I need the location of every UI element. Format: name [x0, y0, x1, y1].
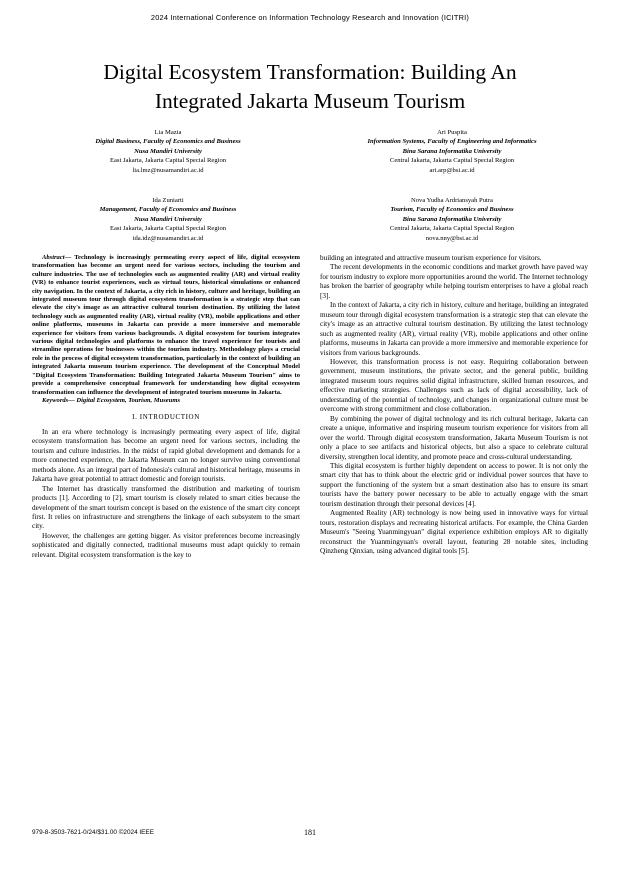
- abstract-lead: Abstract: [42, 254, 65, 261]
- author-block-1: [48, 128, 288, 175]
- author-name: Ida Zuniarti: [152, 197, 184, 204]
- author-location: Central Jakarta, Jakarta Capital Special Region: [389, 157, 515, 165]
- body-paragraph: However, the challenges are getting bigger. As visitor preferences become increasingly sophisticated and digitally connected, traditional museums must adapt quickly to remain relevant. Digital ecosystem transformation is the key to: [32, 531, 300, 559]
- author-location: East Jakarta, Jakarta Capital Special Region: [109, 157, 227, 165]
- author-name: Lia Mazia: [154, 129, 182, 136]
- abstract: [32, 254, 300, 397]
- author-block-4: [332, 196, 572, 243]
- author-block-3: [48, 196, 288, 243]
- body-paragraph: The recent developments in the economic conditions and market growth have paved way for tourism industry to explore more opportunities around the world. The Internet technology has broken the barrier of geography while helping tourism enterprises to have a global reach [3].: [320, 263, 588, 300]
- body-paragraph: By combining the power of digital technology and its rich cultural heritage, Jakarta can create a unique, informative and inspiring museum tourism experience for visitors from all over the world. Through digital ecosystem transformation, Jakarta Museum Tourism is not only a place to see artifacts and historical objects, but also a space to celebrate cultural diversity, strengthen local identity, and promote peace and cross-cultural understanding.: [320, 414, 588, 461]
- author-location: Central Jakarta, Jakarta Capital Special Region: [389, 225, 515, 233]
- conference-header: 2024 International Conference on Information Technology Research and Innovation (ICITRI): [150, 13, 470, 22]
- author-affiliation: Management, Faculty of Economics and Business: [99, 206, 237, 214]
- author-institution: Nusa Mandiri University: [134, 147, 202, 155]
- body-paragraph: However, this transformation process is not easy. Requiring collaboration between government, museum institutions, the private sector, and the general public, building integrated museum tours requires solid digital infrastructure, skilled human resources, and effective marketing strategies. Challenges such as lack of digital accessibility, lack of understanding of the potential of technology, and changes in organizational culture must be overcome with strong commitment and close collaboration.: [320, 357, 588, 414]
- body-paragraph: This digital ecosystem is further highly dependent on access to power. It is not only the smart city that has to think about the electric grid or individual power sources that have to support the functioning of the system but a smart destination also has to ensure its smart tourists have the battery power necessary to be able to actually engage with the smart tourism destination through their personal devices [4].: [320, 461, 588, 508]
- author-email: ari.arp@bsi.ac.id: [429, 166, 475, 174]
- body-paragraph: Augmented Reality (AR) technology is now being used in innovative ways for virtual tours, restoration displays and recreating historical artifacts. For example, the China Garden Museum's "Seeing Yuanmingyuan" digital experience exhibition employs AR to digitally reconstruct the Yuanmingyuan's overall layout, featuring 28 notable sites, including Qinzheng Qinxian, using advanced digital tools [5].: [320, 509, 588, 556]
- page-number: 181: [304, 828, 316, 837]
- author-affiliation: Digital Business, Faculty of Economics and Business: [95, 138, 241, 146]
- keywords: Keywords— Digital Ecosystem, Tourism, Museums: [42, 396, 180, 404]
- title-line-2: Integrated Jakarta Museum Tourism: [154, 89, 466, 113]
- author-institution: Bina Sarana Informatika University: [402, 215, 502, 223]
- author-name: Ari Puspita: [437, 129, 467, 136]
- section-heading-introduction: I. INTRODUCTION: [132, 412, 200, 421]
- title-line-1: Digital Ecosystem Transformation: Building An: [103, 60, 517, 84]
- author-affiliation: Information Systems, Faculty of Engineering and Informatics: [367, 138, 537, 146]
- paper-title: [40, 58, 580, 116]
- author-name: Nova Yudha Ardriansyah Putra: [411, 197, 493, 204]
- abstract-text: — Technology is increasingly permeating every aspect of life, digital ecosystem transformation has become an urgent need for various sectors, including the tourism and culture industries. The use of technologies such as augmented reality (AR) and virtual reality (VR) to enhance tourist experiences, such as virtual tours, historical simulations or enhanced city navigation. In the context of Jakarta, a city rich in history, culture and heritage, building an integrated museum tour through digital ecosystem transformation is a strategic step that can elevate the city's image as an attractive cultural tourism destination. By utilizing the latest technology such as augmented reality (AR), virtual reality (VR), mobile applications and other online platforms, museums in Jakarta can provide a more immersive and memorable experience for visitors from various backgrounds. A digital ecosystem for tourism integrates various digital technologies and platforms to enhance the travel experience for tourists and streamline operations for businesses within the tourism industry. Methodology plays a crucial role in the process of digital ecosystem transformation, particularly in the context of building an integrated Jakarta museum tourism experience. The development of the Conceptual Model "Digital Ecosystem Transformation: Building Integrated Jakarta Museum Tourism" aims to provide a comprehensive conceptual framework for understanding how digital ecosystem transformation can influence the development of integrated tourism museums in Jakarta.: [32, 254, 300, 396]
- body-paragraph: In the context of Jakarta, a city rich in history, culture and heritage, building an integrated museum tour through digital ecosystem transformation is a strategic step that can elevate the city's image as an attractive cultural tourism destination. By utilizing the latest technology such as augmented reality (AR), virtual reality (VR), mobile applications and other online platforms, museums in Jakarta can provide a more immersive and memorable experience for visitors from various backgrounds.: [320, 301, 588, 357]
- body-paragraph: The Internet has drastically transformed the distribution and marketing of tourism products [1]. According to [2], smart tourism is closely related to smart cities because the development of the smart tourism concept is based on the existence of the smart city concept first. It relies on infrastructure and strengthens the linkage of each subsystem to the smart city.: [32, 484, 300, 531]
- body-paragraph: In an era where technology is increasingly permeating every aspect of life, digital ecosystem transformation has become an urgent need for various sectors, including the tourism and culture industries. In the midst of rapid global development and demands for a more connected experience, the Jakarta Museum can no longer survive using conventional methods alone. As an integral part of Indonesia's cultural and historical heritage, museums in Jakarta have great potential to attract domestic and foreign tourists.: [32, 427, 300, 484]
- author-email: ida.idz@nusamandiri.ac.id: [132, 234, 204, 242]
- author-email: nova.nny@bsi.ac.id: [425, 234, 479, 242]
- author-email: lia.lmz@nusamandiri.ac.id: [132, 166, 204, 174]
- body-paragraph: building an integrated and attractive museum tourism experience for visitors.: [320, 254, 542, 262]
- author-affiliation: Tourism, Faculty of Economics and Business: [390, 206, 514, 214]
- author-institution: Bina Sarana Informatika University: [402, 147, 502, 155]
- right-column: [320, 254, 588, 557]
- footer-isbn: 979-8-3503-7621-0/24/$31.00 ©2024 IEEE: [32, 829, 154, 836]
- left-column: [32, 254, 300, 560]
- author-location: East Jakarta, Jakarta Capital Special Region: [109, 225, 227, 233]
- author-institution: Nusa Mandiri University: [134, 215, 202, 223]
- author-block-2: [332, 128, 572, 175]
